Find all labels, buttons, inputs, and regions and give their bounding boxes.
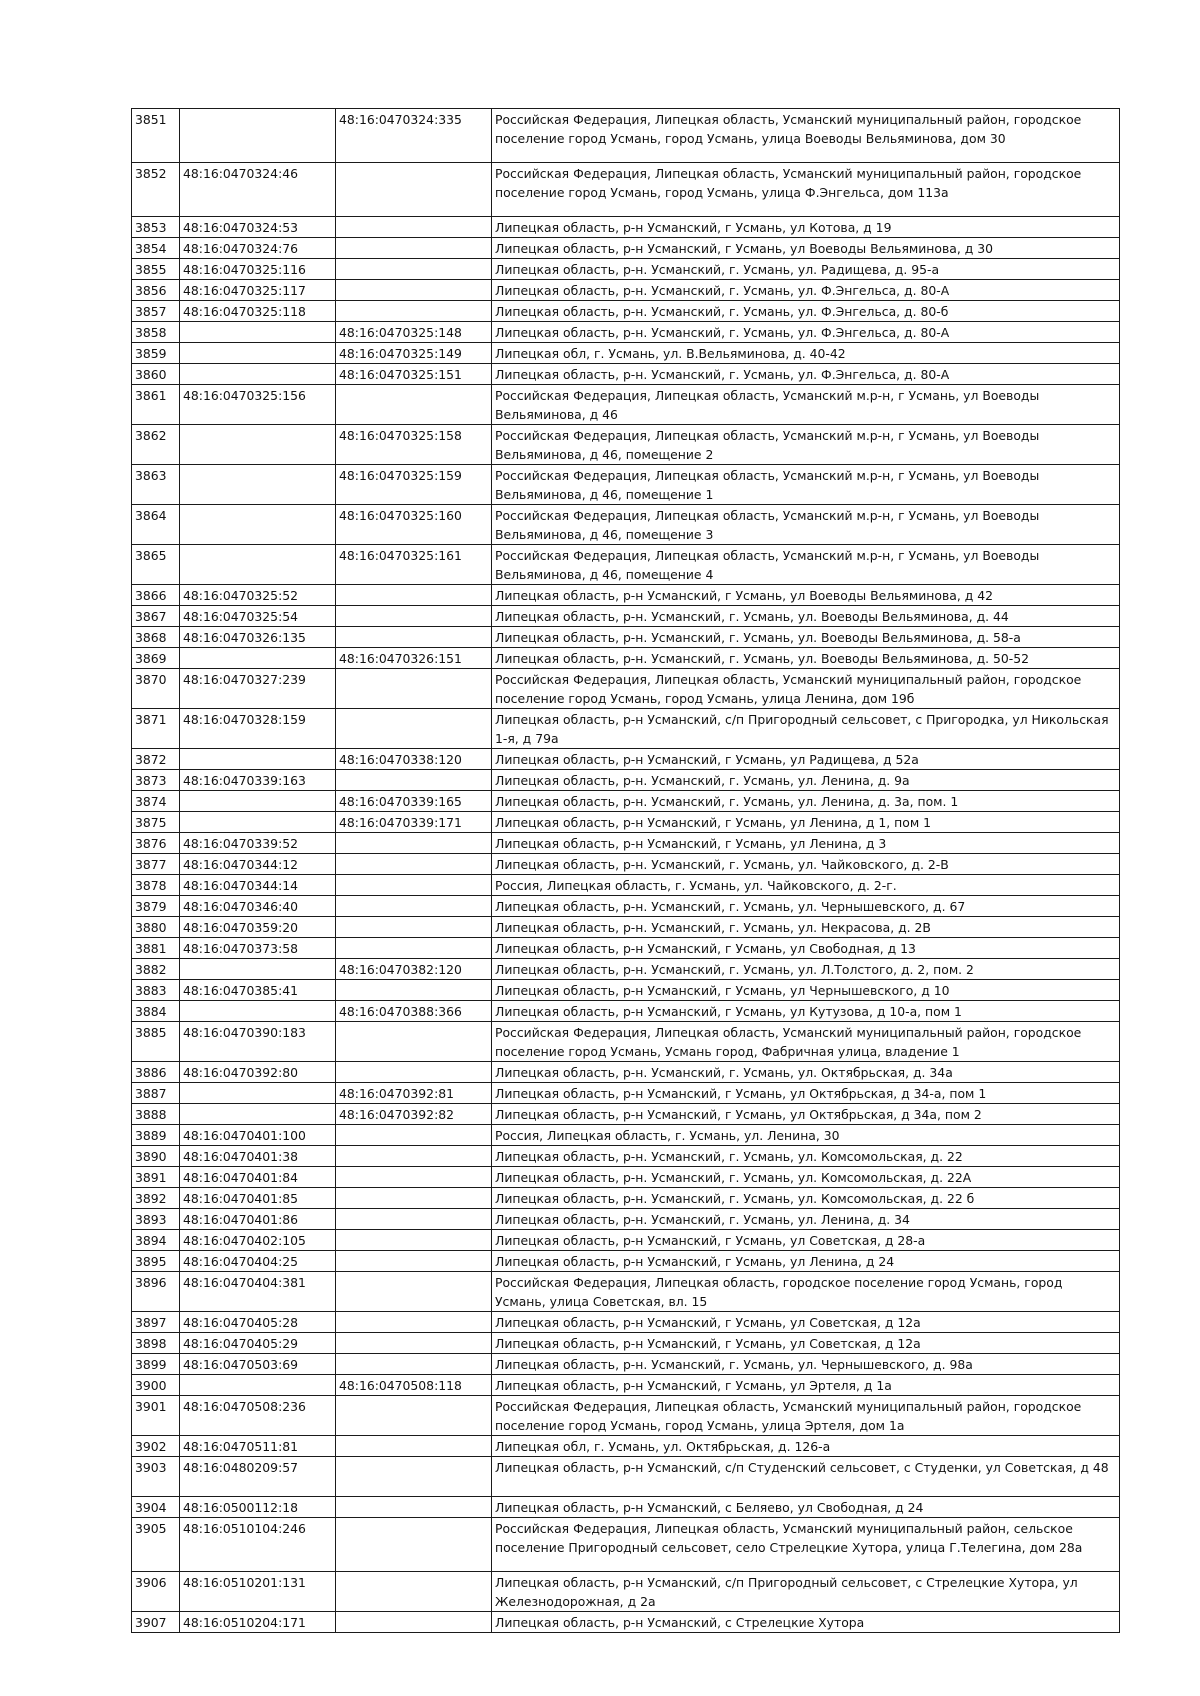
cadastral-number-cell: 48:16:0470405:29 (180, 1333, 336, 1354)
table-row (132, 217, 1120, 238)
address-cell: Липецкая область, р-н Усманский, с/п Студенский сельсовет, с Студенки, ул Советская, д 48 (492, 1457, 1120, 1497)
table-row (132, 1333, 1120, 1354)
table-row (132, 749, 1120, 770)
address-cell: Российская Федерация, Липецкая область, Усманский муниципальный район, городское поселение город Усмань, город Усмань, улица Ленина, дом 19б (492, 669, 1120, 709)
address-cell: Российская Федерация, Липецкая область, Усманский м.р-н, г Усмань, ул Воеводы Вельяминова, д 46, помещение 4 (492, 545, 1120, 585)
cadastral-number-cell: 48:16:0470344:14 (180, 875, 336, 896)
cadastral-number-alt-cell (336, 917, 492, 938)
row-number-cell: 3891 (132, 1167, 180, 1188)
row-number-cell: 3904 (132, 1497, 180, 1518)
table-row (132, 1083, 1120, 1104)
address-cell: Липецкая область, р-н. Усманский, г. Усмань, ул. Ленина, д. 34 (492, 1209, 1120, 1230)
row-number-cell: 3852 (132, 163, 180, 217)
table-row (132, 896, 1120, 917)
cadastral-number-cell: 48:16:0470325:52 (180, 585, 336, 606)
address-cell: Российская Федерация, Липецкая область, Усманский м.р-н, г Усмань, ул Воеводы Вельяминова, д 46 (492, 385, 1120, 425)
cadastral-number-alt-cell (336, 1125, 492, 1146)
row-number-cell: 3853 (132, 217, 180, 238)
row-number-cell: 3895 (132, 1251, 180, 1272)
cadastral-number-alt-cell (336, 280, 492, 301)
table-row (132, 959, 1120, 980)
row-number-cell: 3889 (132, 1125, 180, 1146)
table-body (132, 109, 1120, 1633)
row-number-cell: 3872 (132, 749, 180, 770)
address-cell: Липецкая обл, г. Усмань, ул. Октябрьская, д. 126-а (492, 1436, 1120, 1457)
cadastral-number-cell (180, 322, 336, 343)
row-number-cell: 3883 (132, 980, 180, 1001)
row-number-cell: 3860 (132, 364, 180, 385)
row-number-cell: 3900 (132, 1375, 180, 1396)
address-cell: Липецкая область, р-н. Усманский, г. Усмань, ул. Комсомольская, д. 22 (492, 1146, 1120, 1167)
cadastral-number-alt-cell (336, 627, 492, 648)
cadastral-number-alt-cell (336, 1497, 492, 1518)
cadastral-number-alt-cell (336, 1062, 492, 1083)
cadastral-number-alt-cell (336, 896, 492, 917)
row-number-cell: 3879 (132, 896, 180, 917)
cadastral-number-alt-cell: 48:16:0470392:82 (336, 1104, 492, 1125)
cadastral-number-alt-cell: 48:16:0470325:149 (336, 343, 492, 364)
table-row (132, 1518, 1120, 1572)
row-number-cell: 3890 (132, 1146, 180, 1167)
address-cell: Липецкая область, р-н Усманский, г Усмань, ул Советская, д 12а (492, 1333, 1120, 1354)
row-number-cell: 3899 (132, 1354, 180, 1375)
cadastral-number-alt-cell (336, 385, 492, 425)
address-cell: Липецкая область, р-н Усманский, г Усмань, ул Октябрьская, д 34-а, пом 1 (492, 1083, 1120, 1104)
cadastral-number-alt-cell: 48:16:0470392:81 (336, 1083, 492, 1104)
cadastral-number-cell: 48:16:0470346:40 (180, 896, 336, 917)
cadastral-number-alt-cell (336, 709, 492, 749)
table-row (132, 1612, 1120, 1633)
table-row (132, 1396, 1120, 1436)
address-cell: Липецкая обл, г. Усмань, ул. В.Вельяминова, д. 40-42 (492, 343, 1120, 364)
cadastral-number-alt-cell (336, 1396, 492, 1436)
address-cell: Липецкая область, р-н Усманский, г Усмань, ул Воеводы Вельяминова, д 30 (492, 238, 1120, 259)
table-row (132, 585, 1120, 606)
cadastral-number-cell: 48:16:0470325:118 (180, 301, 336, 322)
cadastral-number-cell (180, 364, 336, 385)
cadastral-number-cell: 48:16:0470503:69 (180, 1354, 336, 1375)
table-row (132, 109, 1120, 163)
cadastral-number-cell (180, 343, 336, 364)
cadastral-number-cell: 48:16:0470359:20 (180, 917, 336, 938)
table-row (132, 1104, 1120, 1125)
cadastral-number-alt-cell: 48:16:0470325:159 (336, 465, 492, 505)
cadastral-number-cell: 48:16:0470390:183 (180, 1022, 336, 1062)
address-cell: Российская Федерация, Липецкая область, Усманский муниципальный район, сельское поселение Пригородный сельсовет, село Стрелецкие Хутора, улица Г.Телегина, дом 28а (492, 1518, 1120, 1572)
cadastral-number-cell (180, 1083, 336, 1104)
cadastral-number-cell: 48:16:0470324:76 (180, 238, 336, 259)
cadastral-number-cell (180, 465, 336, 505)
cadastral-number-cell: 48:16:0470404:25 (180, 1251, 336, 1272)
row-number-cell: 3856 (132, 280, 180, 301)
cadastral-number-cell: 48:16:0470328:159 (180, 709, 336, 749)
cadastral-number-alt-cell: 48:16:0470326:151 (336, 648, 492, 669)
cadastral-number-alt-cell (336, 585, 492, 606)
row-number-cell: 3887 (132, 1083, 180, 1104)
table-row (132, 938, 1120, 959)
cadastral-number-cell: 48:16:0470401:85 (180, 1188, 336, 1209)
row-number-cell: 3906 (132, 1572, 180, 1612)
table-row (132, 1022, 1120, 1062)
address-cell: Липецкая область, р-н Усманский, г Усмань, ул Воеводы Вельяминова, д 42 (492, 585, 1120, 606)
row-number-cell: 3858 (132, 322, 180, 343)
cadastral-number-cell: 48:16:0470339:52 (180, 833, 336, 854)
table-row (132, 364, 1120, 385)
table-row (132, 627, 1120, 648)
row-number-cell: 3885 (132, 1022, 180, 1062)
cadastral-number-cell: 48:16:0470508:236 (180, 1396, 336, 1436)
table-row (132, 648, 1120, 669)
table-row (132, 1125, 1120, 1146)
cadastral-number-cell: 48:16:0470339:163 (180, 770, 336, 791)
cadastral-number-alt-cell: 48:16:0470338:120 (336, 749, 492, 770)
cadastral-number-alt-cell: 48:16:0470325:158 (336, 425, 492, 465)
address-cell: Липецкая область, р-н Усманский, г Усмань, ул Радищева, д 52а (492, 749, 1120, 770)
address-cell: Липецкая область, р-н. Усманский, г. Усмань, ул. Воеводы Вельяминова, д. 44 (492, 606, 1120, 627)
address-cell: Липецкая область, р-н. Усманский, г. Усмань, ул. Ленина, д. 3а, пом. 1 (492, 791, 1120, 812)
table-row (132, 163, 1120, 217)
address-cell: Российская Федерация, Липецкая область, Усманский м.р-н, г Усмань, ул Воеводы Вельяминова, д 46, помещение 2 (492, 425, 1120, 465)
cadastral-number-alt-cell (336, 238, 492, 259)
table-row (132, 709, 1120, 749)
row-number-cell: 3886 (132, 1062, 180, 1083)
table-row (132, 1497, 1120, 1518)
row-number-cell: 3873 (132, 770, 180, 791)
address-cell: Российская Федерация, Липецкая область, Усманский муниципальный район, городское поселение город Усмань, город Усмань, улица Ф.Энгельса, дом 113а (492, 163, 1120, 217)
table-row (132, 1188, 1120, 1209)
address-cell: Липецкая область, р-н Усманский, г Усмань, ул Ленина, д 24 (492, 1251, 1120, 1272)
cadastral-number-cell (180, 505, 336, 545)
table-row (132, 505, 1120, 545)
address-cell: Липецкая область, р-н. Усманский, г. Усмань, ул. Радищева, д. 95-а (492, 259, 1120, 280)
address-cell: Липецкая область, р-н Усманский, с Стрелецкие Хутора (492, 1612, 1120, 1633)
table-row (132, 1572, 1120, 1612)
cadastral-number-alt-cell (336, 669, 492, 709)
cadastral-number-cell: 48:16:0470327:239 (180, 669, 336, 709)
row-number-cell: 3907 (132, 1612, 180, 1633)
address-cell: Липецкая область, р-н Усманский, г Усмань, ул Эртеля, д 1а (492, 1375, 1120, 1396)
address-cell: Липецкая область, р-н. Усманский, г. Усмань, ул. Комсомольская, д. 22А (492, 1167, 1120, 1188)
table-row (132, 1001, 1120, 1022)
cadastral-number-cell: 48:16:0500112:18 (180, 1497, 336, 1518)
cadastral-number-alt-cell: 48:16:0470382:120 (336, 959, 492, 980)
address-cell: Липецкая область, р-н. Усманский, г. Усмань, ул. Чернышевского, д. 67 (492, 896, 1120, 917)
table-row (132, 1272, 1120, 1312)
address-cell: Россия, Липецкая область, г. Усмань, ул. Чайковского, д. 2-г. (492, 875, 1120, 896)
address-cell: Липецкая область, р-н Усманский, г Усмань, ул Ленина, д 1, пом 1 (492, 812, 1120, 833)
cadastral-number-alt-cell (336, 770, 492, 791)
address-cell: Российская Федерация, Липецкая область, Усманский муниципальный район, городское поселение город Усмань, город Усмань, улица Воеводы Вельяминова, дом 30 (492, 109, 1120, 163)
row-number-cell: 3871 (132, 709, 180, 749)
cadastral-number-cell: 48:16:0470404:381 (180, 1272, 336, 1312)
cadastral-number-cell (180, 812, 336, 833)
table-row (132, 322, 1120, 343)
cadastral-number-alt-cell (336, 1312, 492, 1333)
address-cell: Липецкая область, р-н. Усманский, г. Усмань, ул. Ф.Энгельса, д. 80-А (492, 364, 1120, 385)
address-cell: Липецкая область, р-н. Усманский, г. Усмань, ул. Ф.Энгельса, д. 80-б (492, 301, 1120, 322)
cadastral-number-alt-cell: 48:16:0470508:118 (336, 1375, 492, 1396)
cadastral-number-cell (180, 791, 336, 812)
row-number-cell: 3874 (132, 791, 180, 812)
address-cell: Липецкая область, р-н. Усманский, г. Усмань, ул. Ленина, д. 9а (492, 770, 1120, 791)
cadastral-number-cell (180, 749, 336, 770)
cadastral-number-alt-cell (336, 833, 492, 854)
cadastral-number-cell: 48:16:0470326:135 (180, 627, 336, 648)
table-row (132, 425, 1120, 465)
row-number-cell: 3875 (132, 812, 180, 833)
cadastral-register-table (131, 108, 1120, 1633)
cadastral-number-cell: 48:16:0510201:131 (180, 1572, 336, 1612)
row-number-cell: 3884 (132, 1001, 180, 1022)
address-cell: Липецкая область, р-н. Усманский, г. Усмань, ул. Чайковского, д. 2-В (492, 854, 1120, 875)
address-cell: Россия, Липецкая область, г. Усмань, ул. Ленина, 30 (492, 1125, 1120, 1146)
row-number-cell: 3903 (132, 1457, 180, 1497)
address-cell: Липецкая область, р-н. Усманский, г. Усмань, ул. Воеводы Вельяминова, д. 50-52 (492, 648, 1120, 669)
cadastral-number-alt-cell (336, 1022, 492, 1062)
cadastral-number-cell: 48:16:0470373:58 (180, 938, 336, 959)
cadastral-number-alt-cell (336, 1188, 492, 1209)
cadastral-number-alt-cell (336, 1272, 492, 1312)
table-row (132, 343, 1120, 364)
cadastral-number-cell (180, 1001, 336, 1022)
table-row (132, 1251, 1120, 1272)
row-number-cell: 3896 (132, 1272, 180, 1312)
row-number-cell: 3862 (132, 425, 180, 465)
table-row (132, 1436, 1120, 1457)
cadastral-number-alt-cell (336, 938, 492, 959)
cadastral-number-cell (180, 545, 336, 585)
cadastral-number-cell: 48:16:0470511:81 (180, 1436, 336, 1457)
row-number-cell: 3864 (132, 505, 180, 545)
cadastral-number-alt-cell (336, 1146, 492, 1167)
row-number-cell: 3859 (132, 343, 180, 364)
row-number-cell: 3855 (132, 259, 180, 280)
cadastral-number-alt-cell (336, 1209, 492, 1230)
cadastral-number-cell (180, 648, 336, 669)
row-number-cell: 3902 (132, 1436, 180, 1457)
cadastral-number-cell: 48:16:0470401:84 (180, 1167, 336, 1188)
row-number-cell: 3898 (132, 1333, 180, 1354)
table-row (132, 301, 1120, 322)
address-cell: Липецкая область, р-н Усманский, г Усмань, ул Кутузова, д 10-а, пом 1 (492, 1001, 1120, 1022)
cadastral-number-alt-cell (336, 301, 492, 322)
address-cell: Липецкая область, р-н. Усманский, г. Усмань, ул. Октябрьская, д. 34а (492, 1062, 1120, 1083)
cadastral-number-alt-cell: 48:16:0470324:335 (336, 109, 492, 163)
row-number-cell: 3901 (132, 1396, 180, 1436)
cadastral-number-cell (180, 1104, 336, 1125)
address-cell: Липецкая область, р-н. Усманский, г. Усмань, ул. Комсомольская, д. 22 б (492, 1188, 1120, 1209)
table-row (132, 1230, 1120, 1251)
cadastral-number-alt-cell (336, 217, 492, 238)
row-number-cell: 3892 (132, 1188, 180, 1209)
table-row (132, 238, 1120, 259)
cadastral-number-alt-cell (336, 259, 492, 280)
cadastral-number-alt-cell (336, 1333, 492, 1354)
row-number-cell: 3861 (132, 385, 180, 425)
table-row (132, 917, 1120, 938)
row-number-cell: 3870 (132, 669, 180, 709)
cadastral-number-alt-cell (336, 606, 492, 627)
cadastral-number-cell: 48:16:0470325:116 (180, 259, 336, 280)
cadastral-number-cell: 48:16:0470405:28 (180, 1312, 336, 1333)
row-number-cell: 3877 (132, 854, 180, 875)
address-cell: Липецкая область, р-н Усманский, г Усмань, ул Чернышевского, д 10 (492, 980, 1120, 1001)
cadastral-number-alt-cell (336, 1572, 492, 1612)
table-row (132, 1354, 1120, 1375)
cadastral-number-cell: 48:16:0470401:100 (180, 1125, 336, 1146)
cadastral-number-cell (180, 425, 336, 465)
table-row (132, 465, 1120, 505)
table-row (132, 1062, 1120, 1083)
table-row (132, 606, 1120, 627)
row-number-cell: 3905 (132, 1518, 180, 1572)
cadastral-number-alt-cell: 48:16:0470325:151 (336, 364, 492, 385)
cadastral-number-cell: 48:16:0470325:54 (180, 606, 336, 627)
cadastral-number-cell (180, 1375, 336, 1396)
table-row (132, 791, 1120, 812)
cadastral-number-cell: 48:16:0480209:57 (180, 1457, 336, 1497)
address-cell: Липецкая область, р-н Усманский, г Усмань, ул Советская, д 28-а (492, 1230, 1120, 1251)
row-number-cell: 3888 (132, 1104, 180, 1125)
cadastral-number-alt-cell (336, 1612, 492, 1633)
cadastral-number-alt-cell (336, 1518, 492, 1572)
row-number-cell: 3866 (132, 585, 180, 606)
row-number-cell: 3863 (132, 465, 180, 505)
cadastral-number-cell: 48:16:0510104:246 (180, 1518, 336, 1572)
row-number-cell: 3881 (132, 938, 180, 959)
row-number-cell: 3854 (132, 238, 180, 259)
cadastral-number-alt-cell: 48:16:0470325:161 (336, 545, 492, 585)
table-row (132, 669, 1120, 709)
table-row (132, 854, 1120, 875)
address-cell: Липецкая область, р-н Усманский, г Усмань, ул Свободная, д 13 (492, 938, 1120, 959)
row-number-cell: 3851 (132, 109, 180, 163)
address-cell: Липецкая область, р-н Усманский, г Усмань, ул Октябрьская, д 34а, пом 2 (492, 1104, 1120, 1125)
cadastral-number-cell (180, 959, 336, 980)
row-number-cell: 3880 (132, 917, 180, 938)
address-cell: Липецкая область, р-н. Усманский, г. Усмань, ул. Чернышевского, д. 98а (492, 1354, 1120, 1375)
table-row (132, 259, 1120, 280)
cadastral-number-cell: 48:16:0470401:38 (180, 1146, 336, 1167)
table-row (132, 875, 1120, 896)
cadastral-number-alt-cell: 48:16:0470325:160 (336, 505, 492, 545)
address-cell: Липецкая область, р-н Усманский, с/п Пригородный сельсовет, с Стрелецкие Хутора, ул Железнодорожная, д 2а (492, 1572, 1120, 1612)
address-cell: Липецкая область, р-н. Усманский, г. Усмань, ул. Л.Толстого, д. 2, пом. 2 (492, 959, 1120, 980)
row-number-cell: 3893 (132, 1209, 180, 1230)
cadastral-number-alt-cell (336, 1436, 492, 1457)
cadastral-number-alt-cell: 48:16:0470339:165 (336, 791, 492, 812)
cadastral-number-alt-cell (336, 980, 492, 1001)
cadastral-number-cell: 48:16:0470324:46 (180, 163, 336, 217)
address-cell: Липецкая область, р-н. Усманский, г. Усмань, ул. Ф.Энгельса, д. 80-А (492, 322, 1120, 343)
cadastral-number-alt-cell (336, 1354, 492, 1375)
cadastral-number-cell: 48:16:0470344:12 (180, 854, 336, 875)
cadastral-number-alt-cell: 48:16:0470339:171 (336, 812, 492, 833)
address-cell: Липецкая область, р-н Усманский, с/п Пригородный сельсовет, с Пригородка, ул Никольская 1-я, д 79а (492, 709, 1120, 749)
cadastral-number-alt-cell (336, 854, 492, 875)
address-cell: Липецкая область, р-н Усманский, г Усмань, ул Котова, д 19 (492, 217, 1120, 238)
row-number-cell: 3894 (132, 1230, 180, 1251)
cadastral-number-cell: 48:16:0470402:105 (180, 1230, 336, 1251)
row-number-cell: 3869 (132, 648, 180, 669)
table-row (132, 1457, 1120, 1497)
row-number-cell: 3857 (132, 301, 180, 322)
cadastral-number-alt-cell (336, 875, 492, 896)
table-row (132, 812, 1120, 833)
address-cell: Липецкая область, р-н Усманский, г Усмань, ул Советская, д 12а (492, 1312, 1120, 1333)
table-row (132, 980, 1120, 1001)
table-row (132, 1375, 1120, 1396)
table-row (132, 385, 1120, 425)
cadastral-number-alt-cell (336, 163, 492, 217)
cadastral-number-alt-cell (336, 1251, 492, 1272)
table-row (132, 1209, 1120, 1230)
row-number-cell: 3865 (132, 545, 180, 585)
cadastral-number-cell: 48:16:0470324:53 (180, 217, 336, 238)
table-row (132, 1167, 1120, 1188)
address-cell: Липецкая область, р-н Усманский, г Усмань, ул Ленина, д 3 (492, 833, 1120, 854)
cadastral-number-alt-cell (336, 1230, 492, 1251)
address-cell: Российская Федерация, Липецкая область, Усманский муниципальный район, городское поселение город Усмань, Усмань город, Фабричная улица, владение 1 (492, 1022, 1120, 1062)
table-row (132, 770, 1120, 791)
cadastral-number-alt-cell (336, 1457, 492, 1497)
row-number-cell: 3868 (132, 627, 180, 648)
cadastral-number-alt-cell: 48:16:0470325:148 (336, 322, 492, 343)
address-cell: Российская Федерация, Липецкая область, Усманский м.р-н, г Усмань, ул Воеводы Вельяминова, д 46, помещение 1 (492, 465, 1120, 505)
table-row (132, 833, 1120, 854)
address-cell: Липецкая область, р-н. Усманский, г. Усмань, ул. Воеводы Вельяминова, д. 58-а (492, 627, 1120, 648)
cadastral-number-cell: 48:16:0470401:86 (180, 1209, 336, 1230)
cadastral-number-alt-cell (336, 1167, 492, 1188)
cadastral-number-cell: 48:16:0470325:117 (180, 280, 336, 301)
table-row (132, 545, 1120, 585)
cadastral-number-cell: 48:16:0470385:41 (180, 980, 336, 1001)
cadastral-number-alt-cell: 48:16:0470388:366 (336, 1001, 492, 1022)
row-number-cell: 3876 (132, 833, 180, 854)
cadastral-number-cell: 48:16:0470325:156 (180, 385, 336, 425)
row-number-cell: 3878 (132, 875, 180, 896)
table-row (132, 1146, 1120, 1167)
address-cell: Российская Федерация, Липецкая область, Усманский м.р-н, г Усмань, ул Воеводы Вельяминова, д 46, помещение 3 (492, 505, 1120, 545)
cadastral-number-cell: 48:16:0510204:171 (180, 1612, 336, 1633)
address-cell: Российская Федерация, Липецкая область, городское поселение город Усмань, город Усмань, улица Советская, вл. 15 (492, 1272, 1120, 1312)
address-cell: Липецкая область, р-н. Усманский, г. Усмань, ул. Некрасова, д. 2В (492, 917, 1120, 938)
address-cell: Липецкая область, р-н. Усманский, г. Усмань, ул. Ф.Энгельса, д. 80-А (492, 280, 1120, 301)
row-number-cell: 3882 (132, 959, 180, 980)
cadastral-number-cell: 48:16:0470392:80 (180, 1062, 336, 1083)
table-row (132, 1312, 1120, 1333)
cadastral-number-cell (180, 109, 336, 163)
row-number-cell: 3867 (132, 606, 180, 627)
address-cell: Липецкая область, р-н Усманский, с Беляево, ул Свободная, д 24 (492, 1497, 1120, 1518)
table-row (132, 280, 1120, 301)
row-number-cell: 3897 (132, 1312, 180, 1333)
address-cell: Российская Федерация, Липецкая область, Усманский муниципальный район, городское поселение город Усмань, город Усмань, улица Эртеля, дом 1а (492, 1396, 1120, 1436)
